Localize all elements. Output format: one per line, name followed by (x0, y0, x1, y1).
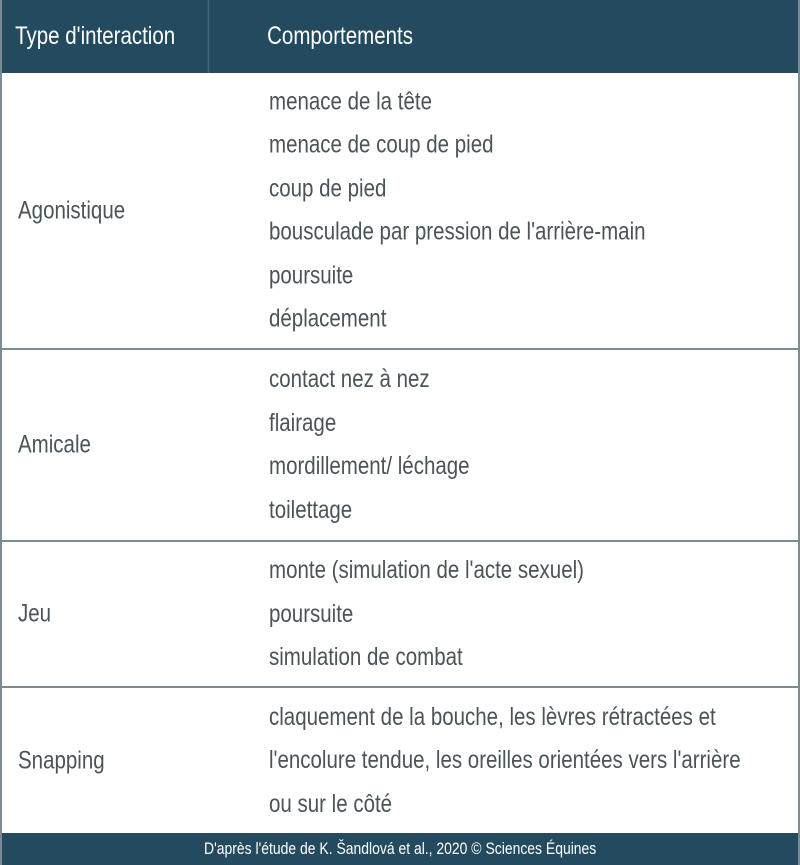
source-credit: D'après l'étude de K. Šandlová et al., 2020 © Sciences Équines (203, 839, 597, 858)
behavior-item: mordillement/ léchage (269, 452, 470, 480)
row-type: Jeu (18, 599, 52, 628)
behavior-item: coup de pied (269, 174, 387, 202)
behavior-item: déplacement (269, 304, 387, 333)
behavior-item: toilettage (269, 495, 353, 524)
behavior-item: flairage (269, 408, 337, 437)
behavior-item: poursuite (269, 599, 354, 628)
row-type: Agonistique (18, 196, 126, 224)
row-type: Snapping (18, 746, 105, 774)
table-header (2, 0, 798, 73)
header-type: Type d'interaction (2, 0, 209, 73)
source-footer (2, 833, 798, 865)
table-row-jeu (2, 542, 798, 688)
behavior-item: monte (simulation de l'acte sexuel) (269, 555, 584, 584)
behavior-item: poursuite (269, 261, 354, 289)
behavior-item: ou sur le côté (269, 789, 393, 818)
header-behaviors: Comportements (267, 22, 413, 50)
table-row-amicale (2, 350, 798, 542)
behavior-item: l'encolure tendue, les oreilles orientées vers l'arrière (269, 745, 741, 774)
row-type: Amicale (18, 430, 91, 459)
behavior-item: claquement de la bouche, les lèvres rétractées et (269, 702, 716, 731)
table-row-snapping (2, 688, 798, 833)
behavior-list (269, 80, 788, 341)
behavior-list (269, 358, 788, 532)
behavior-item: simulation de combat (269, 642, 463, 671)
behavior-list (269, 549, 788, 680)
table-row-agonistique (2, 73, 798, 350)
behavior-item: menace de coup de pied (269, 130, 494, 159)
behavior-item: menace de la tête (269, 87, 432, 115)
behavior-item: contact nez à nez (269, 365, 430, 393)
behavior-item: bousculade par pression de l'arrière-main (269, 217, 646, 246)
behavior-list (269, 695, 788, 826)
